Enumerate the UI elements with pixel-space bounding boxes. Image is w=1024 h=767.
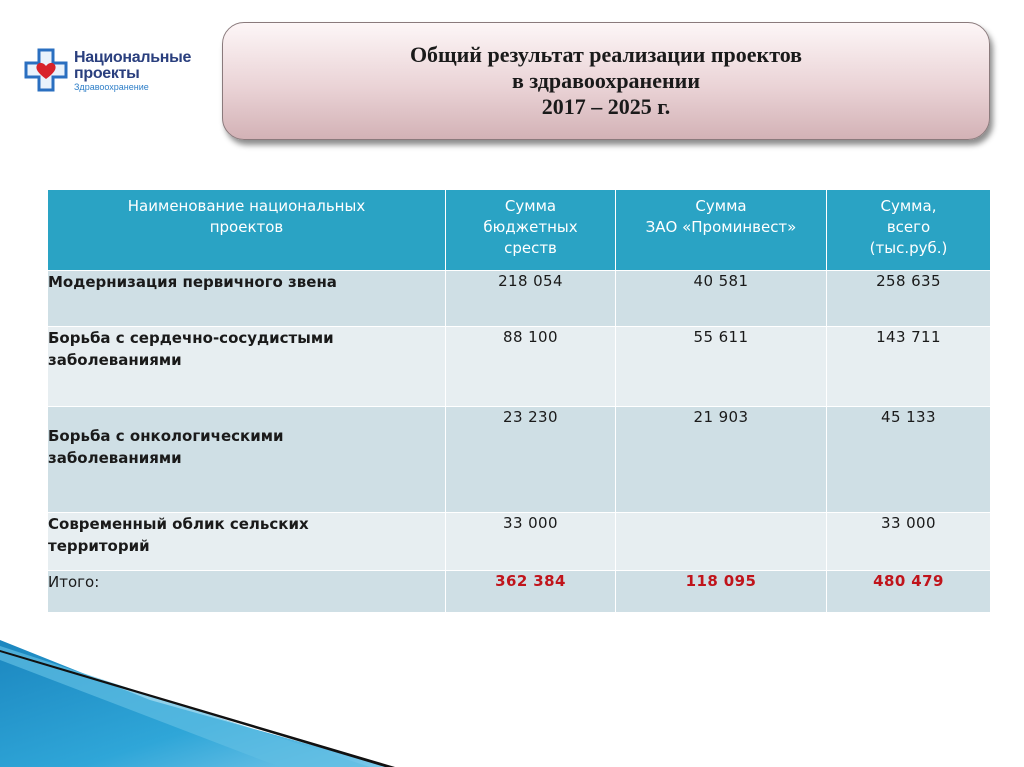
title-line-3: 2017 – 2025 г.	[541, 94, 671, 119]
prominvest-value: 40 581	[616, 271, 827, 327]
table-row	[48, 271, 991, 327]
prominvest-value: 21 903	[616, 407, 827, 513]
table-total-row	[48, 571, 991, 613]
budget-total-value: 362 384	[446, 571, 616, 613]
total-label: Итого:	[48, 571, 446, 613]
logo-title-line1: Национальные	[74, 49, 192, 66]
total-value: 258 635	[827, 271, 991, 327]
header-prominvest-sum: Сумма ЗАО «Проминвест»	[616, 190, 827, 271]
table-row	[48, 513, 991, 571]
budget-value: 23 230	[446, 407, 616, 513]
grand-total-value: 480 479	[827, 571, 991, 613]
project-name: Современный облик сельских территорий	[48, 513, 446, 571]
projects-results-table	[47, 189, 991, 613]
table-row	[48, 407, 991, 513]
logo-title-line2: проекты	[74, 65, 140, 82]
budget-value: 218 054	[446, 271, 616, 327]
title-line-2: в здравоохранении	[511, 68, 701, 93]
total-value: 33 000	[827, 513, 991, 571]
header-total-sum: Сумма, всего (тыс.руб.)	[827, 190, 991, 271]
prominvest-value: 55 611	[616, 327, 827, 407]
budget-value: 33 000	[446, 513, 616, 571]
logo-subtitle: Здравоохранение	[74, 82, 149, 92]
table-row	[48, 327, 991, 407]
medical-cross-heart-icon	[24, 48, 68, 92]
header-project-name: Наименование национальных проектов	[48, 190, 446, 271]
project-name: Модернизация первичного звена	[48, 271, 446, 327]
project-name: Борьба с сердечно-сосудистыми заболеваниями	[48, 327, 446, 407]
project-name: Борьба с онкологическими заболеваниями	[48, 407, 446, 513]
budget-value: 88 100	[446, 327, 616, 407]
title-line-1: Общий результат реализации проектов	[409, 42, 803, 67]
header-budget-sum: Сумма бюджетных среств	[446, 190, 616, 271]
national-projects-logo	[24, 48, 204, 96]
table-header-row	[48, 190, 991, 271]
total-value: 45 133	[827, 407, 991, 513]
total-value: 143 711	[827, 327, 991, 407]
prominvest-value	[616, 513, 827, 571]
slide-title	[222, 22, 990, 140]
prominvest-total-value: 118 095	[616, 571, 827, 613]
